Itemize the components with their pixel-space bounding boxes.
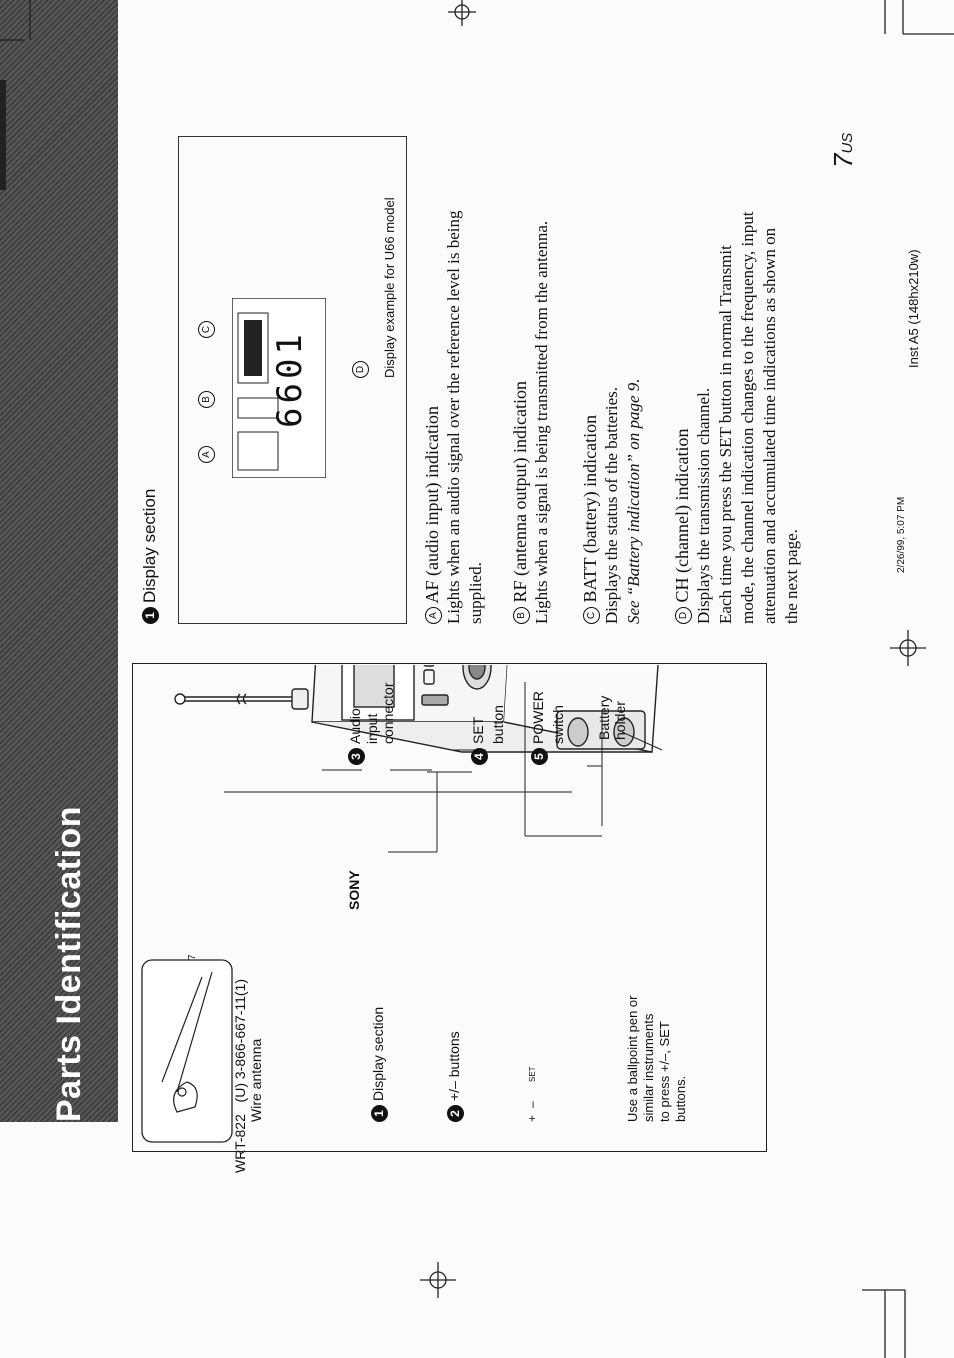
indication-a: A AF (audio input) indication Lights when an audio signal over the reference level is being supplied. [422,210,485,624]
callout-d: D [352,361,370,378]
label-plus-minus-buttons: 2+/– buttons [446,1031,464,1122]
footer-timestamp: 2/26/99, 5:07 PM [896,496,907,573]
label-power-switch: 5POWER [530,691,548,765]
label-set-button: 4SET [470,717,488,765]
indication-d: D CH (channel) indication Displays the transmission channel. Each time you press the SET button in normal Transmit mode, the channel indication changes to the frequency, input attenuation and accumulated time indications as shown on the next page. [672,211,801,624]
inset-caption-4: buttons. [673,1075,688,1122]
inset-caption-2: similar instruments [641,1013,656,1122]
inset-minus: – [525,1101,539,1108]
inset-plus: + [525,1114,539,1122]
indication-c: C BATT (battery) indication Displays the status of the batteries. See “Battery indication” on page 9. [580,378,643,624]
callout-number-2: 2 [447,1105,464,1122]
display-caption: Display example for U66 model [382,197,397,378]
inset-caption-1: Use a ballpoint pen or [625,995,640,1122]
callout-a: A [198,446,216,463]
callout-c: C [198,321,216,338]
label-battery-l2: holder [612,701,628,740]
label-audio-l2: input [364,713,380,744]
callout-number-1b: 1 [142,607,159,624]
label-wire-antenna: Wire antenna [248,1038,264,1122]
label-set-l2: button [490,705,506,744]
callout-number-5: 5 [531,748,548,765]
page-title: Parts Identification [50,805,88,1122]
indication-b: B RF (antenna output) indication Lights when a signal is being transmitted from the antenna. [510,220,551,624]
footer-format: Inst A5 (148hx210w) [906,249,921,368]
brand-logo: SONY [346,870,362,910]
callout-number-3: 3 [348,748,365,765]
display-section-heading: 1Display section [140,489,160,624]
label-power-l2: switch [550,705,566,744]
label-audio-input-connector: 3Audio [347,708,365,765]
callout-number-4: 4 [471,748,488,765]
label-audio-l3: connector [380,682,396,744]
footer-small-page: 7 [187,954,198,960]
callout-b: B [198,391,216,408]
label-display-section: 1Display section [370,1007,388,1122]
inset-caption-3: to press +/–, SET [657,1021,672,1122]
label-battery-holder: Battery [596,695,612,740]
callout-number-1: 1 [371,1105,388,1122]
page-number: 7US [828,132,858,168]
lcd-digits: 6601 [270,330,310,428]
inset-set: SET [528,1066,537,1082]
footer-model: WRT-822 (U) 3-866-667-11(1) [232,978,248,1173]
